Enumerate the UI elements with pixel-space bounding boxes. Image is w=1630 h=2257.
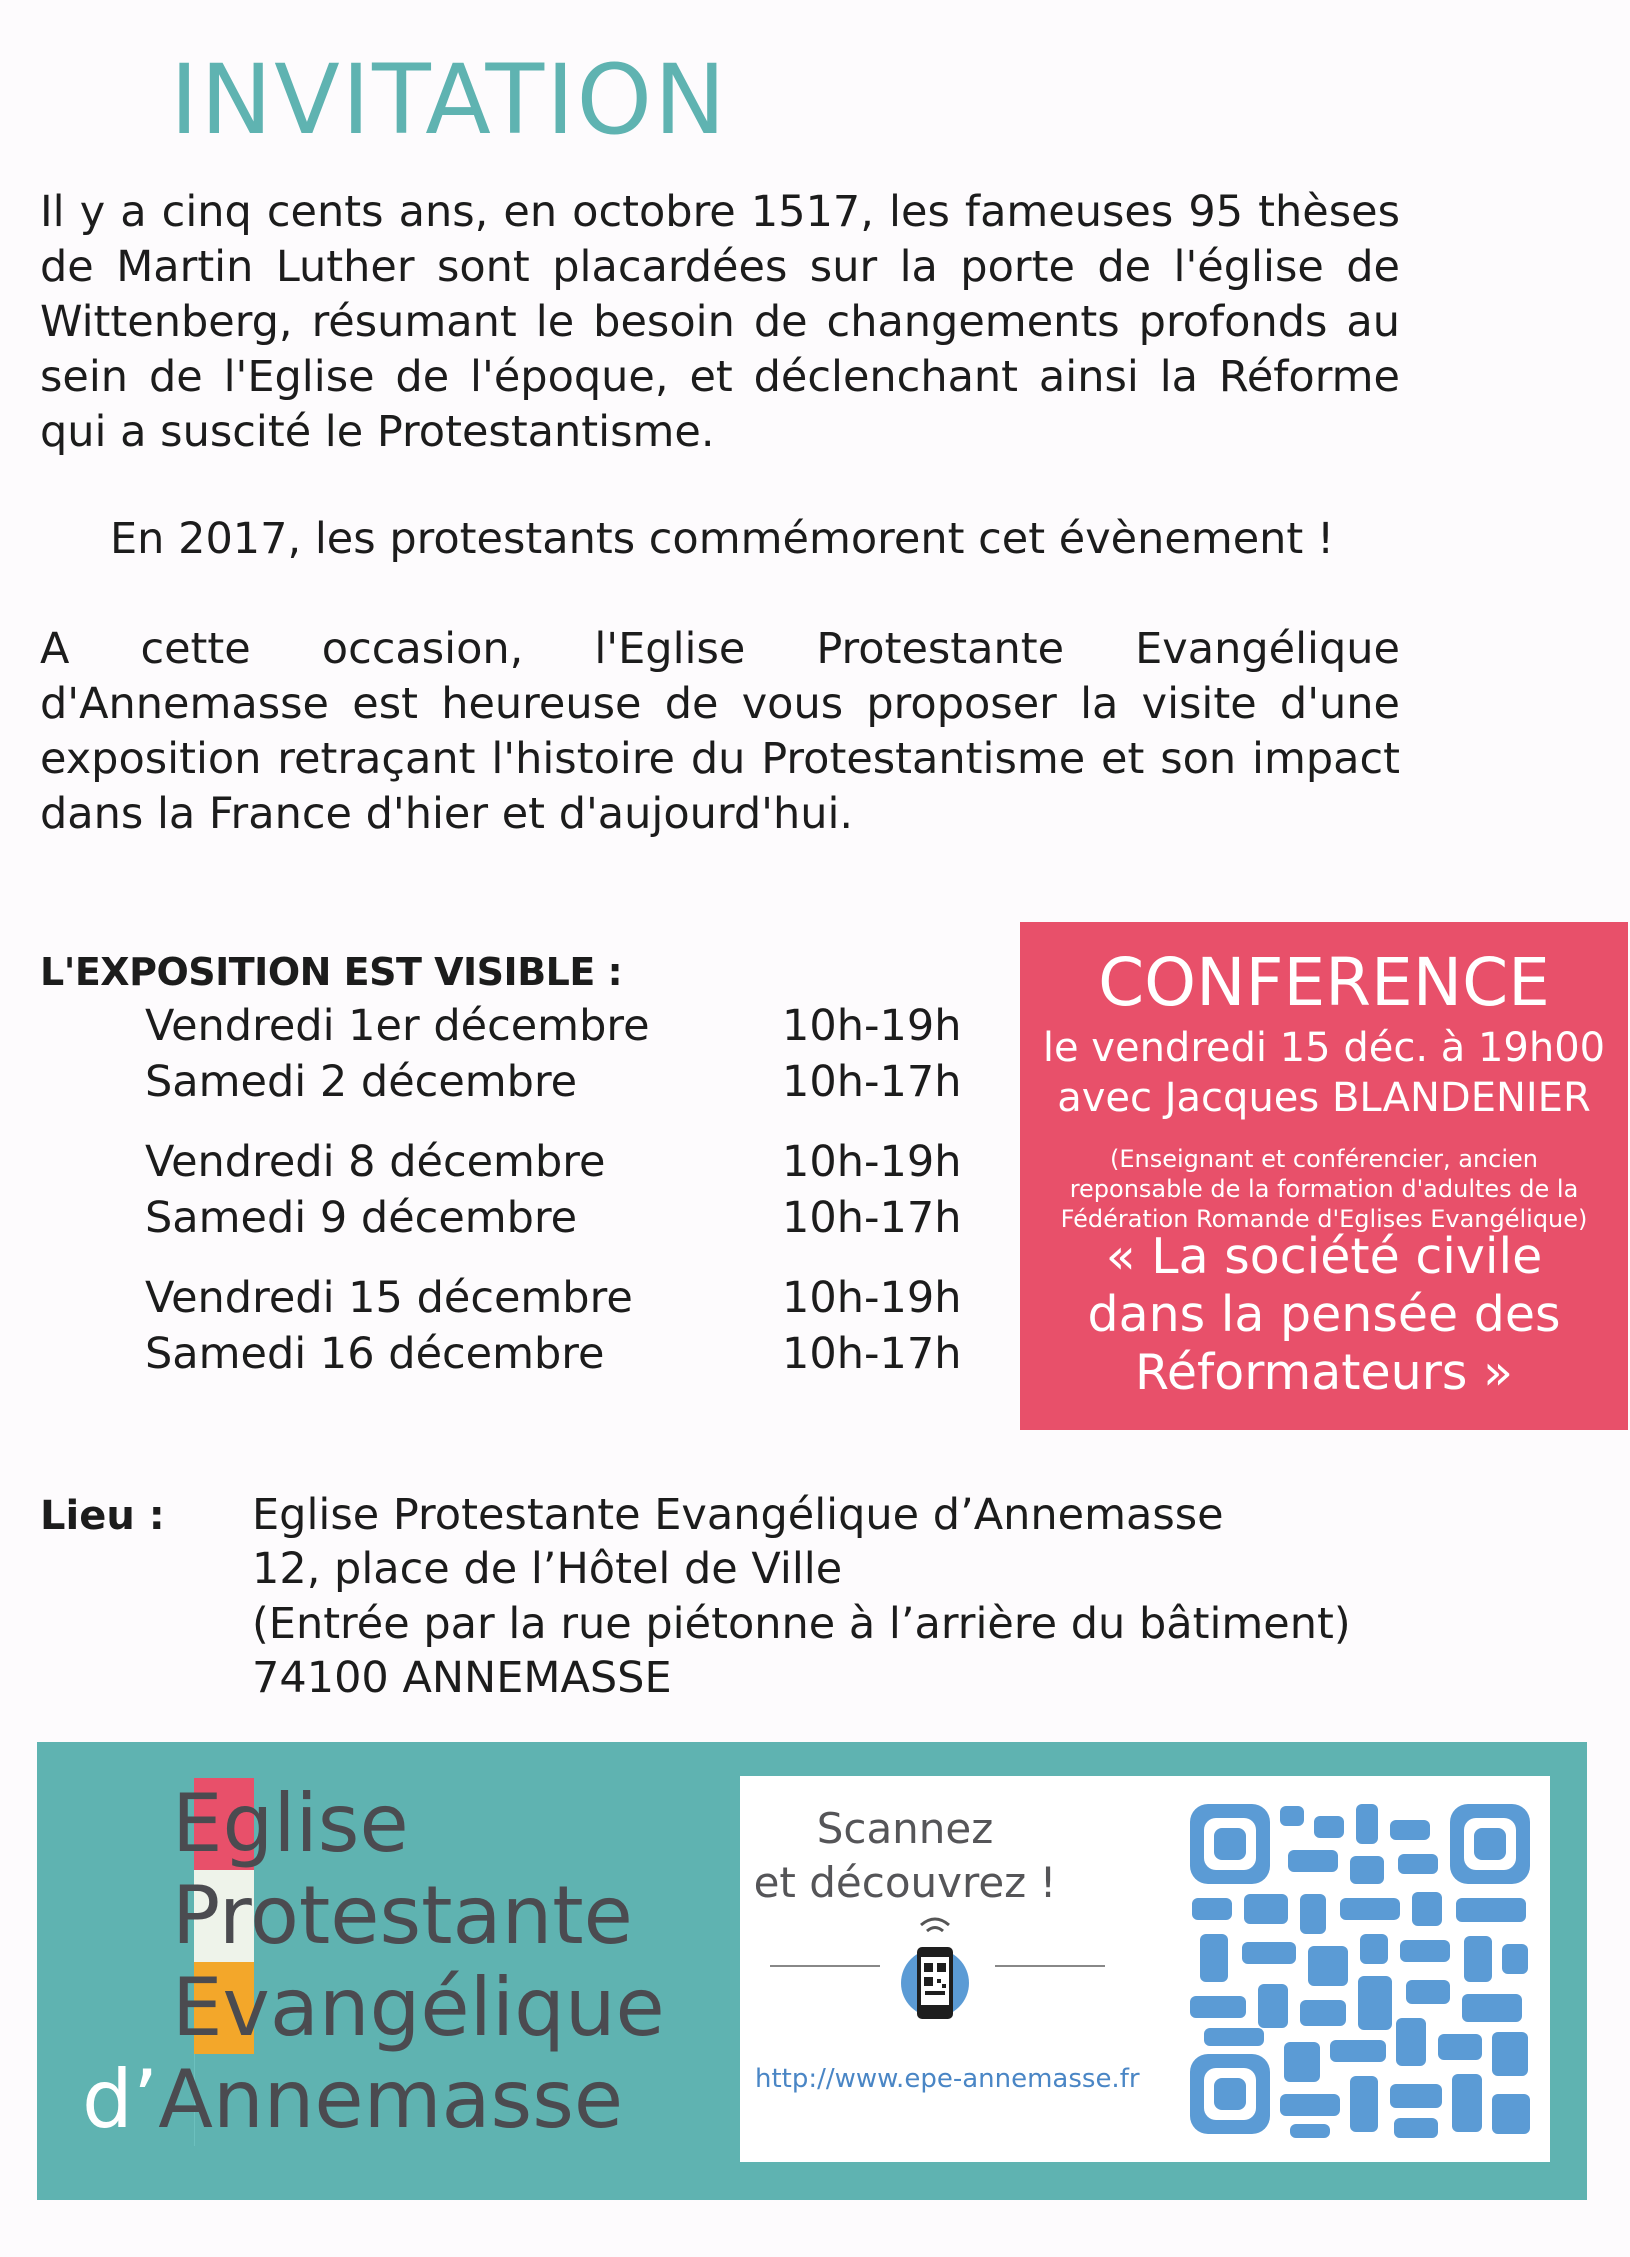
schedule-day: Vendredi 8 décembre bbox=[145, 1137, 606, 1187]
intro-paragraph: Il y a cinq cents ans, en octobre 1517, les fameuses 95 thèses de Martin Luther sont placardées sur la porte de l'église de Wittenberg, résumant le besoin de changements profonds au sein de l'Eglise de l'époque, et déclenchant ainsi la Réforme qui a suscité le Protestantisme. bbox=[40, 187, 1400, 457]
speaker-description: (Enseignant et conférencier, ancien reponsable de la formation d'adultes de la Fédération Romande d'Eglises Evangélique) bbox=[1060, 1145, 1588, 1233]
address-line: (Entrée par la rue piétonne à l’arrière du bâtiment) bbox=[252, 1599, 1351, 1649]
phone-qr-icon bbox=[895, 1911, 975, 2031]
logo-line-eglise: Eglise bbox=[172, 1777, 409, 1870]
commemoration-paragraph: En 2017, les protestants commémorent cet évènement ! bbox=[110, 514, 1335, 564]
address-line: 12, place de l’Hôtel de Ville bbox=[252, 1544, 843, 1594]
schedule-day: Vendredi 15 décembre bbox=[145, 1273, 633, 1323]
location-label: Lieu : bbox=[40, 1493, 165, 1539]
schedule-hours: 10h-19h bbox=[782, 1001, 962, 1051]
schedule-day: Vendredi 1er décembre bbox=[145, 1001, 650, 1051]
logo-line-protestante: Protestante bbox=[172, 1869, 633, 1962]
schedule-hours: 10h-17h bbox=[782, 1193, 962, 1243]
occasion-paragraph: A cette occasion, l'Eglise Protestante Evangélique d'Annemasse est heureuse de vous proposer la visite d'une exposition retraçant l'histoire du Protestantisme et son impact dans la France d'hier et d'aujourd'hui. bbox=[40, 624, 1400, 839]
schedule-hours: 10h-17h bbox=[782, 1057, 962, 1107]
scan-prompt-2: et découvrez ! bbox=[753, 1858, 1057, 1907]
footer-banner bbox=[37, 1742, 1587, 2200]
divider-left bbox=[770, 1965, 880, 1967]
schedule-hours: 10h-19h bbox=[782, 1137, 962, 1187]
scan-prompt: Scannez bbox=[816, 1804, 994, 1853]
website-link[interactable]: http://www.epe-annemasse.fr bbox=[755, 2064, 1140, 2094]
schedule-day: Samedi 9 décembre bbox=[145, 1193, 578, 1243]
page-title: INVITATION bbox=[170, 44, 728, 156]
conference-date: le vendredi 15 déc. à 19h00 bbox=[1042, 1025, 1606, 1071]
logo-line-evangelique: Evangélique bbox=[172, 1961, 665, 2054]
conference-title: CONFERENCE bbox=[1098, 944, 1550, 1021]
conference-speaker: avec Jacques BLANDENIER bbox=[1057, 1075, 1591, 1121]
logo-line-annemasse: d’Annemasse bbox=[82, 2053, 624, 2146]
divider-right bbox=[995, 1965, 1105, 1967]
conference-box bbox=[1020, 922, 1628, 1430]
schedule-hours: 10h-17h bbox=[782, 1329, 962, 1379]
schedule-hours: 10h-19h bbox=[782, 1273, 962, 1323]
address-line: Eglise Protestante Evangélique d’Annemasse bbox=[252, 1490, 1224, 1540]
address-line: 74100 ANNEMASSE bbox=[252, 1653, 672, 1703]
qr-card bbox=[740, 1776, 1550, 2162]
qr-code bbox=[1180, 1794, 1540, 2144]
conference-topic: « La société civile dans la pensée des Réformateurs » bbox=[1087, 1228, 1561, 1401]
schedule-day: Samedi 16 décembre bbox=[145, 1329, 605, 1379]
schedule-day: Samedi 2 décembre bbox=[145, 1057, 578, 1107]
exposition-heading: L'EXPOSITION EST VISIBLE : bbox=[40, 950, 623, 994]
